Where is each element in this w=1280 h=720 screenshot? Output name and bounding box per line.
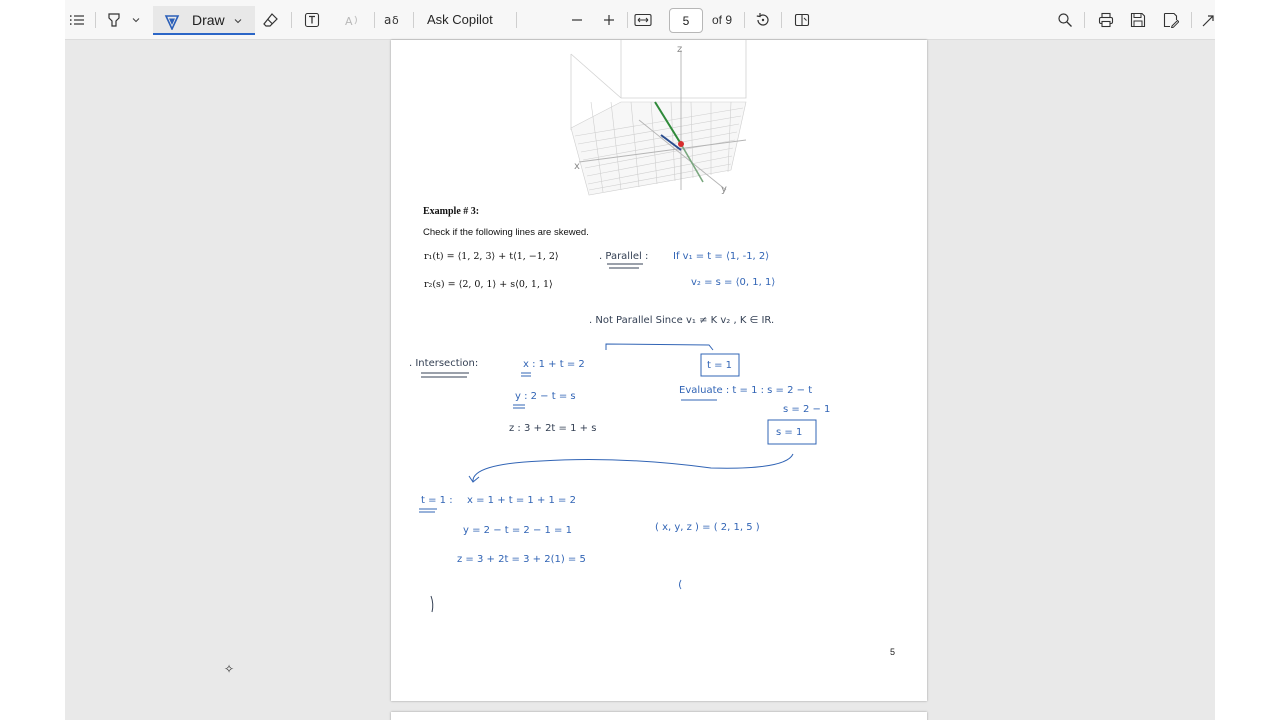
toolbar-divider — [516, 12, 517, 28]
example-title: Example # 3: — [423, 206, 480, 217]
right-margin — [1215, 0, 1280, 720]
svg-text:δ: δ — [392, 14, 399, 27]
equation-r1: r₁(t) = ⟨1, 2, 3⟩ + t⟨1, −1, 2⟩ — [424, 251, 559, 262]
save-as-icon[interactable] — [1161, 8, 1181, 32]
handwritten-annotations — [391, 40, 927, 701]
ink-t1-label: t = 1 : — [421, 495, 453, 506]
ink-parallel: . Parallel : — [599, 251, 649, 262]
example-description: Check if the following lines are skewed. — [423, 227, 589, 238]
ink-v2: v₂ = s = ⟨0, 1, 1⟩ — [691, 277, 776, 288]
ink-z-substitution: z = 3 + 2t = 3 + 2(1) = 5 — [457, 554, 586, 565]
equation-r2: r₂(s) = ⟨2, 0, 1⟩ + s⟨0, 1, 1⟩ — [424, 279, 553, 290]
read-aloud-icon[interactable] — [343, 8, 361, 32]
fit-width-icon[interactable] — [632, 8, 654, 32]
draw-button[interactable] — [153, 6, 255, 35]
left-margin — [0, 0, 65, 720]
ink-x-substitution: x = 1 + t = 1 + 1 = 2 — [467, 495, 576, 506]
print-icon[interactable] — [1096, 8, 1116, 32]
pdf-viewer-window — [65, 0, 1215, 720]
document-scroll-area[interactable] — [65, 40, 1215, 720]
toolbar-divider — [291, 12, 292, 28]
axis-label-x: x — [574, 161, 580, 172]
chevron-down-icon[interactable] — [231, 9, 245, 33]
toolbar-divider — [744, 12, 745, 28]
two-page-icon[interactable] — [792, 8, 812, 32]
ink-y-eq: y : 2 − t = s — [515, 391, 576, 402]
page-count: of 9 — [712, 13, 733, 27]
toolbar — [65, 0, 1215, 40]
page-number-input[interactable]: 5 — [669, 8, 703, 33]
contents-icon[interactable] — [67, 8, 87, 32]
chevron-down-icon[interactable] — [129, 8, 143, 32]
pen-cursor-icon: ✧ — [224, 662, 235, 676]
expand-icon[interactable] — [1201, 8, 1215, 32]
toolbar-divider — [1084, 12, 1085, 28]
draw-label: Draw — [192, 12, 225, 28]
ink-t-box: t = 1 — [707, 360, 733, 371]
zoom-in-icon[interactable] — [599, 8, 619, 32]
toolbar-divider — [627, 12, 628, 28]
next-pdf-page — [391, 712, 927, 720]
ink-y-substitution: y = 2 − t = 2 − 1 = 1 — [463, 525, 572, 536]
pdf-page — [391, 40, 927, 701]
translate-icon[interactable] — [383, 8, 403, 32]
ink-z-eq: z : 3 + 2t = 1 + s — [509, 423, 597, 434]
svg-text:a: a — [384, 13, 392, 27]
toolbar-divider — [781, 12, 782, 28]
highlight-icon[interactable] — [105, 8, 123, 32]
svg-text:A: A — [345, 15, 353, 28]
ink-point: ( x, y, z ) = ( 2, 1, 5 ) — [655, 522, 760, 533]
save-icon[interactable] — [1128, 8, 1148, 32]
ink-intersection: . Intersection: — [409, 358, 479, 369]
toolbar-divider — [95, 12, 96, 28]
search-icon[interactable] — [1055, 8, 1075, 32]
axis-label-z: z — [677, 44, 683, 55]
ink-x-eq: x : 1 + t = 2 — [523, 359, 585, 370]
ink-s-box: s = 1 — [776, 427, 803, 438]
toolbar-divider — [413, 12, 414, 28]
text-box-icon[interactable] — [303, 8, 321, 32]
ink-evaluate: Evaluate : t = 1 : s = 2 − t — [679, 385, 813, 396]
axis-label-y: y — [721, 184, 727, 195]
toolbar-divider — [1191, 12, 1192, 28]
eraser-icon[interactable] — [262, 8, 280, 32]
ink-s-line2: s = 2 − 1 — [783, 404, 831, 415]
zoom-out-icon[interactable] — [567, 8, 587, 32]
rotate-icon[interactable] — [753, 8, 773, 32]
ink-v1: If v₁ = t = ⟨1, -1, 2⟩ — [673, 251, 770, 262]
draw-icon — [163, 10, 181, 34]
toolbar-divider — [374, 12, 375, 28]
ink-not-parallel: . Not Parallel Since v₁ ≠ K v₂ , K ∈ IR. — [589, 315, 775, 326]
page-number: 5 — [890, 647, 896, 657]
ask-copilot-button[interactable]: Ask Copilot — [427, 12, 493, 27]
